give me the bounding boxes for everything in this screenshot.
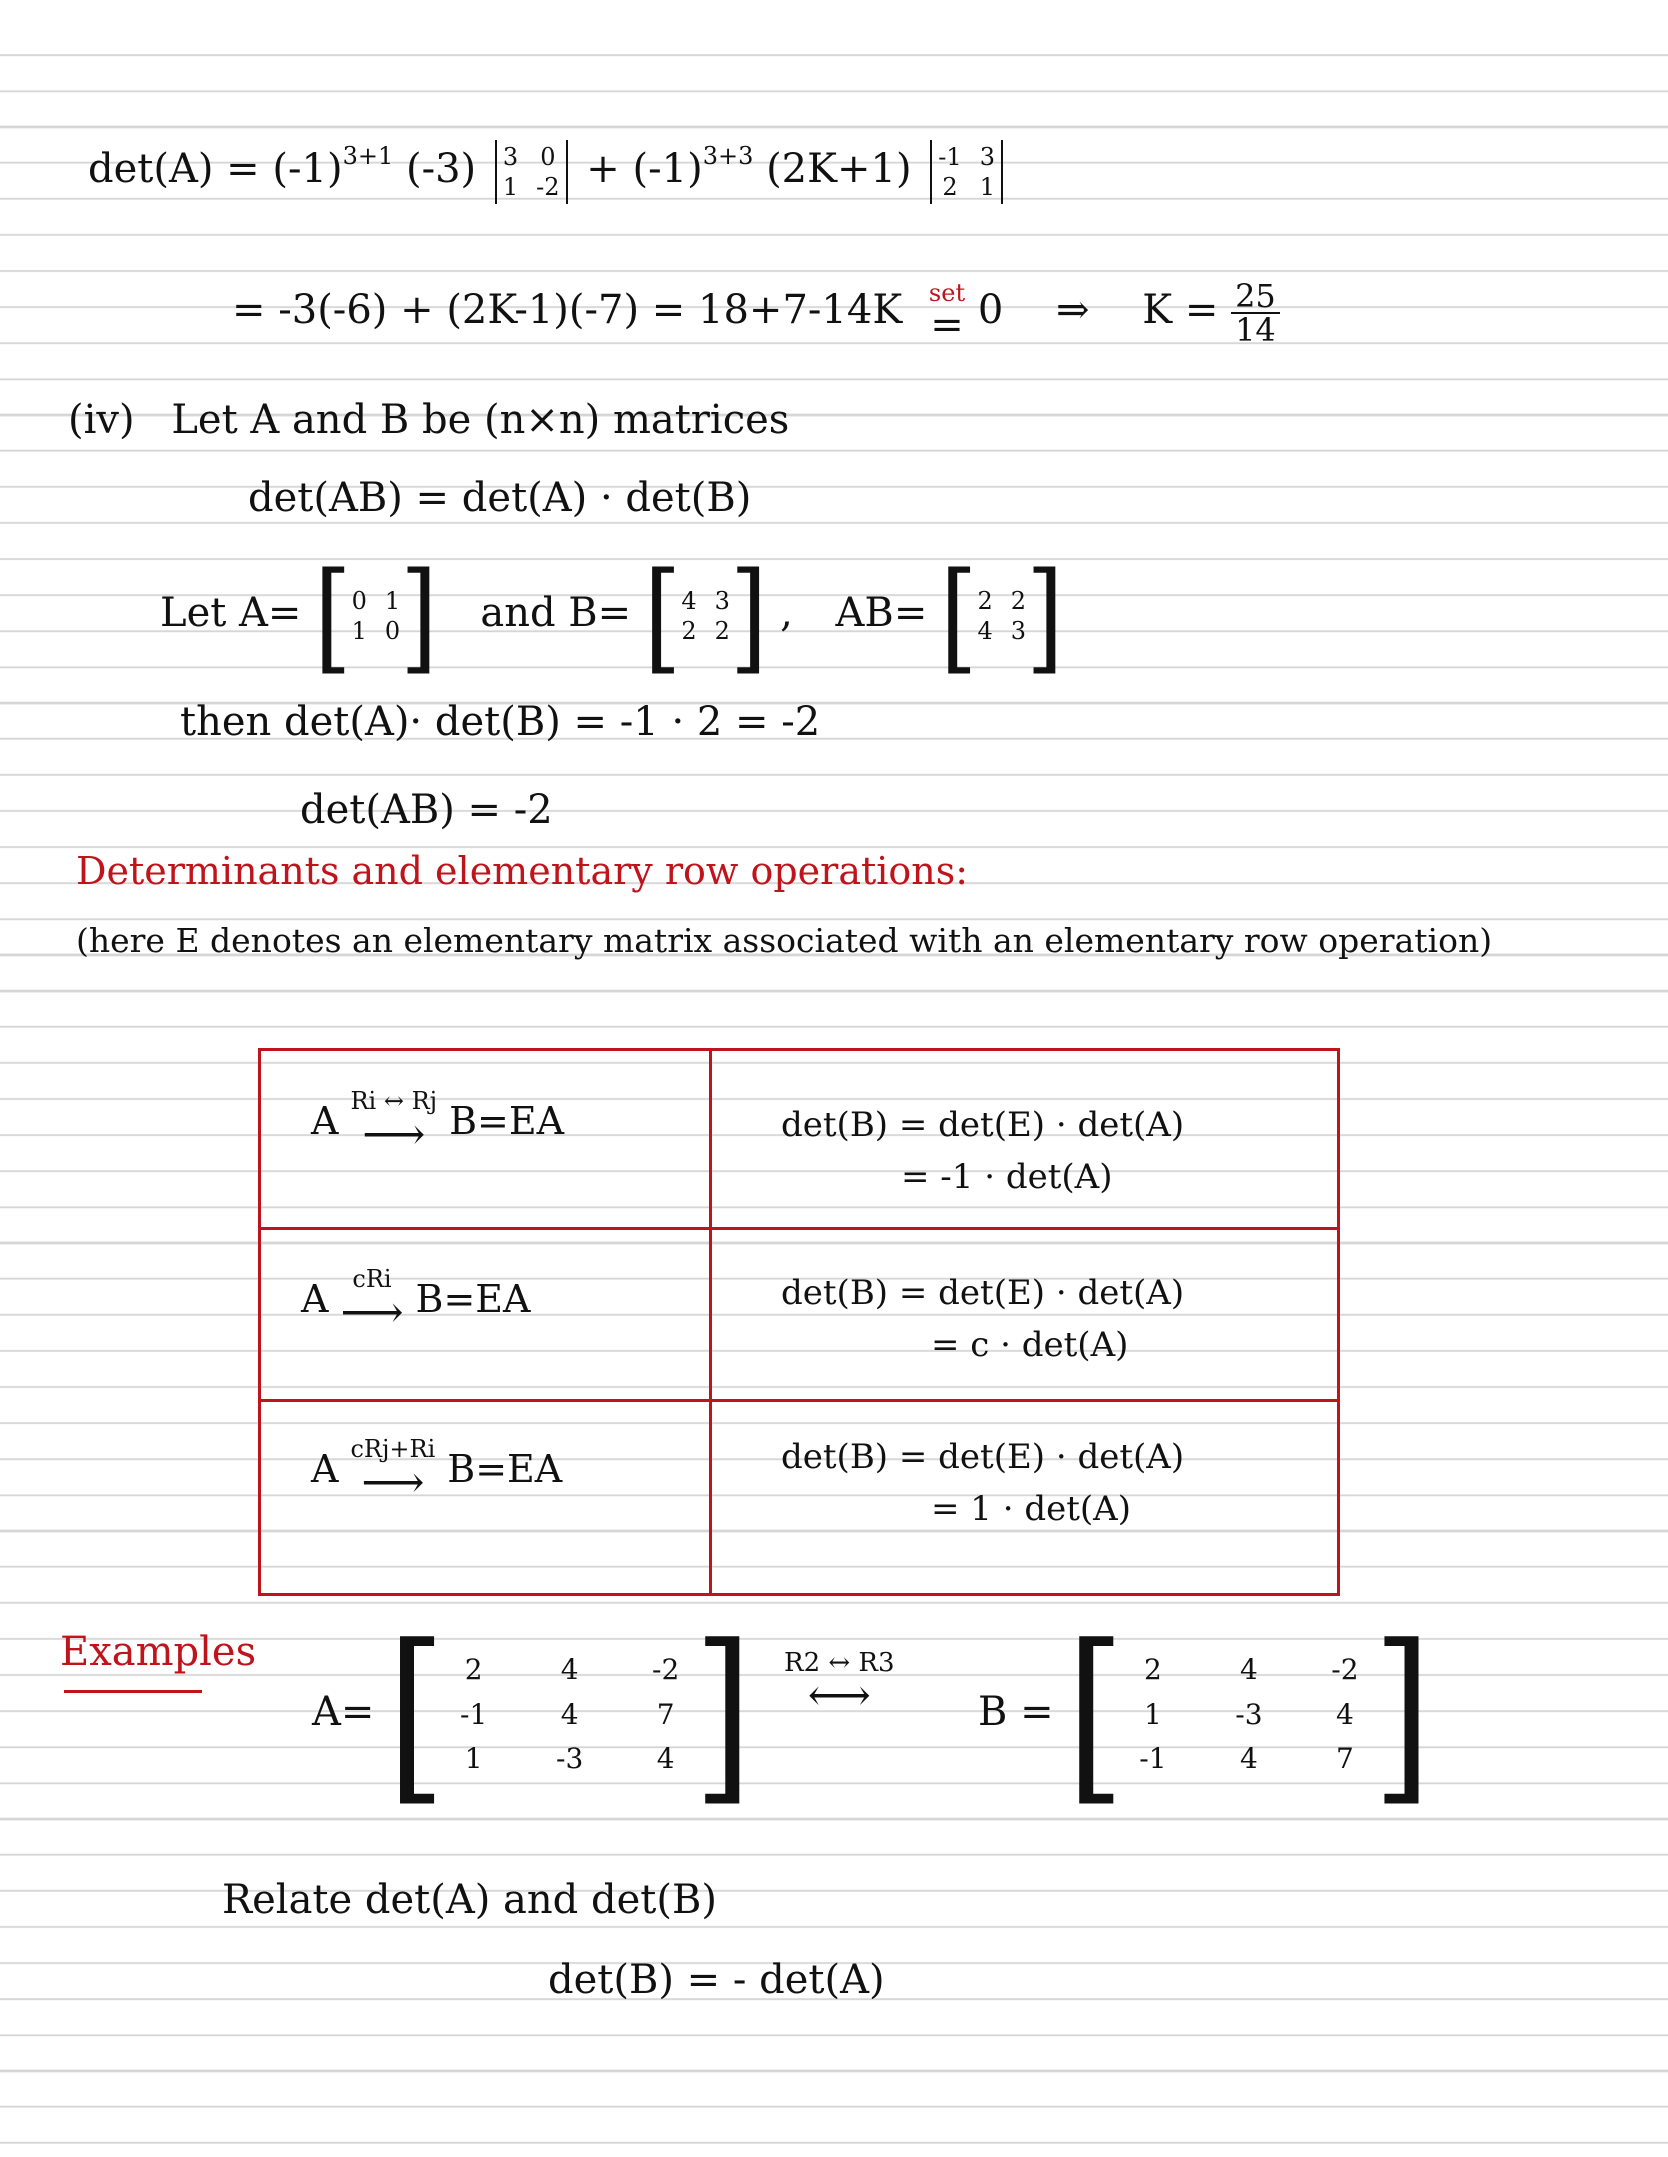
- matrix-entry: -1: [1139, 1742, 1167, 1776]
- det-relation: det(B) = det(E) · det(A): [781, 1105, 1185, 1145]
- minor-determinant-1: [489, 140, 574, 204]
- k-label: K =: [1142, 287, 1219, 333]
- matrix-entry: 2: [1010, 586, 1027, 615]
- example-matrix-a: [ 2 4 -2 -1 4 7 1 -3 4 ]: [387, 1606, 753, 1824]
- matrix-entry: -1: [460, 1697, 488, 1731]
- matrix-entry: 4: [977, 617, 993, 645]
- k-numerator: 25: [1231, 280, 1280, 314]
- matrix-b: [ 4 3 2 2 ]: [643, 546, 768, 686]
- matrix-entry: 2: [681, 617, 697, 645]
- table-row-2-determinant: [781, 1273, 1184, 1365]
- operation-label: cRi: [352, 1265, 392, 1293]
- det-a-label: det(A) =: [88, 146, 260, 192]
- matrix-entry: 1: [502, 173, 519, 201]
- table-row-2-operation: [301, 1265, 531, 1338]
- part-iv-intro-text: Let A and B be (n×n) matrices: [171, 397, 790, 443]
- evaluation-line: [232, 277, 1280, 349]
- det-relation: det(B) = det(E) · det(A): [781, 1437, 1185, 1477]
- matrix-entry: -3: [556, 1742, 584, 1776]
- result-expression: B=EA: [415, 1276, 531, 1321]
- examples-label: [60, 1629, 257, 1675]
- matrix-entry: -2: [1331, 1652, 1359, 1686]
- matrix-entry: 1: [351, 617, 367, 645]
- set-equal: [928, 279, 966, 348]
- sign-factor-2: (-1): [632, 146, 703, 192]
- comma: ,: [780, 590, 793, 636]
- example-matrix-b: [ 2 4 -2 1 -3 4 -1 4 7 ]: [1066, 1606, 1432, 1824]
- set-equals-sign: =: [930, 302, 964, 348]
- evaluation-text: = -3(-6) + (2K-1)(-7) = 18+7-14K: [232, 287, 903, 333]
- matrix-a-symbol: A: [311, 1098, 339, 1143]
- sign-exponent-2: 3+3: [702, 142, 754, 170]
- operation-label: cRj+Ri: [350, 1435, 436, 1463]
- row-scale-arrow: [340, 1265, 404, 1338]
- set-label: set: [928, 279, 966, 307]
- example-a-matrix: [312, 1606, 753, 1824]
- matrix-entry: 1: [384, 586, 401, 615]
- matrix-entry: 7: [1335, 1742, 1354, 1776]
- matrix-entry: 7: [656, 1697, 675, 1731]
- matrix-entry: 4: [560, 1652, 579, 1686]
- matrix-entry: 4: [1239, 1742, 1258, 1776]
- matrix-entry: 3: [714, 586, 730, 615]
- coefficient-2: (2K+1): [766, 146, 912, 192]
- matrix-entry: 1: [464, 1742, 483, 1776]
- matrix-entry: 1: [979, 173, 995, 201]
- matrix-entry: 0: [540, 142, 556, 171]
- example-b-matrix: [978, 1606, 1432, 1824]
- implies-arrow: ⇒: [1055, 287, 1090, 333]
- table-row-divider: [261, 1399, 1337, 1402]
- section-heading-text: Determinants and elementary row operations:: [76, 849, 969, 893]
- table-column-divider: [709, 1051, 712, 1593]
- matrix-entry: 3: [979, 142, 995, 171]
- matrix-entry: 4: [1239, 1652, 1258, 1686]
- row-swap-arrow: [350, 1087, 438, 1160]
- sign-exponent-1: 3+1: [342, 142, 394, 170]
- k-fraction: [1231, 277, 1280, 349]
- result-expression: B=EA: [449, 1098, 565, 1143]
- matrix-a-symbol: A: [311, 1446, 339, 1491]
- double-arrow-icon: ⟷: [807, 1670, 871, 1721]
- property-text: det(AB) = det(A) · det(B): [248, 475, 752, 521]
- table-row-3-operation: [311, 1435, 563, 1508]
- det-result: = 1 · det(A): [931, 1489, 1131, 1529]
- matrix-entry: 2: [714, 617, 730, 645]
- det-ab-text: det(AB) = -2: [300, 787, 553, 833]
- ab-label: AB=: [835, 590, 928, 636]
- determinant-product-property: [248, 475, 752, 521]
- table-row-divider: [261, 1227, 1337, 1230]
- section-note: [76, 921, 1493, 960]
- example-row-swap: [784, 1648, 895, 1721]
- row-operations-table: [258, 1048, 1340, 1596]
- matrix-a: [ 0 1 1 0 ]: [314, 546, 438, 686]
- operation-label: Ri ↔ Rj: [350, 1087, 438, 1115]
- matrix-entry: 0: [384, 617, 401, 645]
- det-result: = -1 · det(A): [901, 1157, 1113, 1197]
- matrix-entry: 4: [1335, 1697, 1354, 1731]
- relate-answer: [548, 1957, 885, 2003]
- section-note-text: (here E denotes an elementary matrix associated with an elementary row operation): [76, 921, 1493, 960]
- part-iv-intro: [68, 397, 790, 443]
- matrix-entry: -3: [1235, 1697, 1263, 1731]
- matrix-entry: 4: [560, 1697, 579, 1731]
- matrix-entry: 2: [942, 173, 958, 201]
- det-ab-line: [300, 787, 553, 833]
- table-row-1-determinant: [781, 1105, 1184, 1197]
- row-swap-arrow: [784, 1648, 895, 1721]
- det-result: = c · det(A): [931, 1325, 1129, 1365]
- coefficient-1: (-3): [405, 146, 477, 192]
- answer-text: det(B) = - det(A): [548, 1957, 885, 2003]
- k-denominator: 14: [1235, 311, 1276, 349]
- part-iv-label: (iv): [68, 397, 135, 443]
- matrix-entry: 3: [1010, 617, 1027, 645]
- right-arrow-icon: ⟶: [340, 1287, 404, 1338]
- table-row-3-determinant: [781, 1437, 1184, 1529]
- example-a-label: A=: [312, 1689, 375, 1735]
- minor-determinant-2: [924, 140, 1009, 204]
- matrix-entry: -2: [536, 173, 560, 201]
- plus-sign: +: [586, 146, 620, 192]
- result-expression: B=EA: [447, 1446, 563, 1491]
- matrix-entry: 2: [977, 586, 993, 615]
- examples-underline: [64, 1690, 202, 1693]
- matrix-entry: -1: [938, 142, 962, 171]
- det-relation: det(B) = det(E) · det(A): [781, 1273, 1185, 1313]
- matrix-entry: 2: [464, 1652, 483, 1686]
- row-replace-arrow: [350, 1435, 436, 1508]
- example-b-label: B =: [978, 1689, 1054, 1735]
- right-arrow-icon: ⟶: [361, 1457, 425, 1508]
- table-row-1-operation: [311, 1087, 565, 1160]
- matrix-entry: 4: [681, 586, 697, 615]
- example-matrices-line: [160, 546, 1064, 686]
- matrix-a-symbol: A: [301, 1276, 329, 1321]
- sign-factor-1: (-1): [272, 146, 343, 192]
- right-arrow-icon: ⟶: [362, 1109, 426, 1160]
- cofactor-expansion-line: [88, 140, 1009, 204]
- matrix-entry: 3: [502, 142, 519, 171]
- zero-value: 0: [977, 287, 1004, 333]
- matrix-ab: [ 2 2 4 3 ]: [940, 546, 1064, 686]
- then-text: then det(A)· det(B) = -1 · 2 = -2: [180, 699, 821, 745]
- matrix-entry: 0: [351, 586, 367, 615]
- section-heading: [76, 849, 969, 893]
- let-a-label: Let A=: [160, 590, 302, 636]
- examples-label-text: Examples: [60, 1629, 257, 1675]
- relate-text: Relate det(A) and det(B): [222, 1877, 717, 1923]
- and-b-label: and B=: [480, 590, 632, 636]
- operation-label: R2 ↔ R3: [784, 1648, 895, 1678]
- then-line: [180, 699, 821, 745]
- matrix-entry: -2: [652, 1652, 680, 1686]
- matrix-entry: 1: [1143, 1697, 1162, 1731]
- relate-question: [222, 1877, 717, 1923]
- matrix-entry: 2: [1143, 1652, 1162, 1686]
- matrix-entry: 4: [656, 1742, 675, 1776]
